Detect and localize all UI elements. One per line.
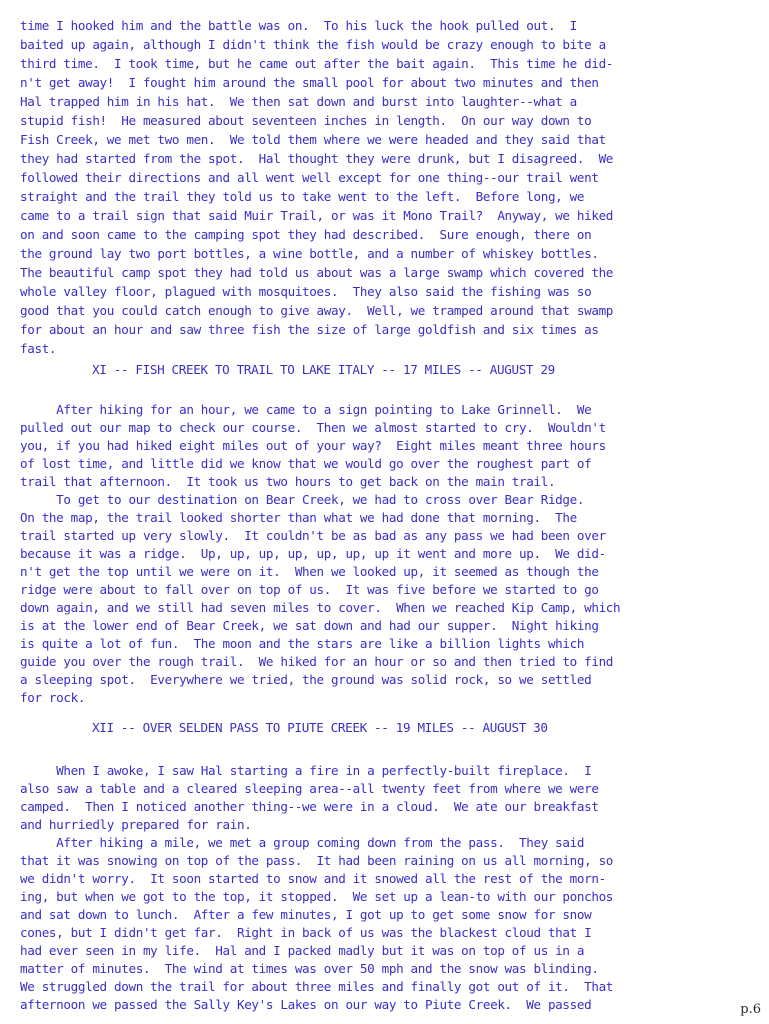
text-line: On the map, the trail looked shorter than what we had done that morning. The <box>20 510 577 525</box>
text-line: on and soon came to the camping spot they had described. Sure enough, there on <box>20 227 592 242</box>
text-line: because it was a ridge. Up, up, up, up, up, up, up it went and more up. We did- <box>20 546 606 561</box>
text-line: We struggled down the trail for about three miles and finally got out of it. That <box>20 979 614 994</box>
text-line: guide you over the rough trail. We hiked for an hour or so and then tried to find <box>20 654 614 669</box>
text-line: pulled out our map to check our course. Then we almost started to cry. Wouldn't <box>20 420 606 435</box>
text-line: The beautiful camp spot they had told us about was a large swamp which covered the <box>20 265 614 280</box>
text-line: afternoon we passed the Sally Key's Lakes on our way to Piute Creek. We passed <box>20 997 592 1012</box>
text-line: is quite a lot of fun. The moon and the stars are like a billion lights which <box>20 636 585 651</box>
text-line: they had started from the spot. Hal thought they were drunk, but I disagreed. We <box>20 151 614 166</box>
text-line: ridge were about to fall over on top of us. It was five before we started to go <box>20 582 599 597</box>
text-line: Hal trapped him in his hat. We then sat down and burst into laughter--what a <box>20 94 577 109</box>
text-line: is at the lower end of Bear Creek, we sat down and had our supper. Night hiking <box>20 618 599 633</box>
text-line: When I awoke, I saw Hal starting a fire in a perfectly-built fireplace. I <box>20 763 592 778</box>
text-line: that it was snowing on top of the pass. It had been raining on us all morning, so <box>20 853 614 868</box>
text-line: trail started up very slowly. It couldn't be as bad as any pass we had been over <box>20 528 606 543</box>
text-line: ing, but when we got to the top, it stopped. We set up a lean-to with our ponchos <box>20 889 614 904</box>
text-line: baited up again, although I didn't think the fish would be crazy enough to bite a <box>20 37 606 52</box>
text-line: After hiking for an hour, we came to a sign pointing to Lake Grinnell. We <box>20 402 592 417</box>
text-line: trail that afternoon. It took us two hours to get back on the main trail. <box>20 474 556 489</box>
text-line: had ever seen in my life. Hal and I packed madly but it was on top of us in a <box>20 943 585 958</box>
text-line: you, if you had hiked eight miles out of your way? Eight miles meant three hours <box>20 438 606 453</box>
section-heading-xi: XI -- FISH CREEK TO TRAIL TO LAKE ITALY -- 17 MILES -- AUGUST 29 <box>92 362 555 377</box>
text-line: fast. <box>20 341 57 356</box>
page-number: p.6 <box>740 1002 761 1018</box>
text-line: third time. I took time, but he came out after the bait again. This time he did- <box>20 56 614 71</box>
text-line: good that you could catch enough to give away. Well, we tramped around that swamp <box>20 303 614 318</box>
text-line: straight and the trail they told us to take went to the left. Before long, we <box>20 189 585 204</box>
text-line: To get to our destination on Bear Creek, we had to cross over Bear Ridge. <box>20 492 585 507</box>
text-line: for about an hour and saw three fish the size of large goldfish and six times as <box>20 322 599 337</box>
text-line: matter of minutes. The wind at times was over 50 mph and the snow was blinding. <box>20 961 599 976</box>
text-line: time I hooked him and the battle was on. To his luck the hook pulled out. I <box>20 18 577 33</box>
text-line: n't get away! I fought him around the small pool for about two minutes and then <box>20 75 599 90</box>
text-line: we didn't worry. It soon started to snow and it snowed all the rest of the morn- <box>20 871 606 886</box>
text-line: Fish Creek, we met two men. We told them where we were headed and they said that <box>20 132 606 147</box>
text-line: the ground lay two port bottles, a wine bottle, and a number of whiskey bottles. <box>20 246 599 261</box>
text-line: and hurriedly prepared for rain. <box>20 817 252 832</box>
text-line: camped. Then I noticed another thing--we were in a cloud. We ate our breakfast <box>20 799 599 814</box>
text-line: n't get the top until we were on it. When we looked up, it seemed as though the <box>20 564 599 579</box>
text-line: came to a trail sign that said Muir Trail, or was it Mono Trail? Anyway, we hiked <box>20 208 614 223</box>
section-heading-xii: XII -- OVER SELDEN PASS TO PIUTE CREEK -- 19 MILES -- AUGUST 30 <box>92 720 548 735</box>
text-line: a sleeping spot. Everywhere we tried, the ground was solid rock, so we settled <box>20 672 592 687</box>
text-line: whole valley floor, plagued with mosquitoes. They also said the fishing was so <box>20 284 592 299</box>
text-line: down again, and we still had seven miles to cover. When we reached Kip Camp, which <box>20 600 621 615</box>
text-line: and sat down to lunch. After a few minutes, I got up to get some snow for snow <box>20 907 592 922</box>
text-line: stupid fish! He measured about seventeen inches in length. On our way down to <box>20 113 592 128</box>
text-line: followed their directions and all went well except for one thing--our trail went <box>20 170 599 185</box>
text-line: of lost time, and little did we know that we would go over the roughest part of <box>20 456 592 471</box>
text-line: cones, but I didn't get far. Right in back of us was the blackest cloud that I <box>20 925 592 940</box>
text-line: After hiking a mile, we met a group coming down from the pass. They said <box>20 835 585 850</box>
text-line: for rock. <box>20 690 86 705</box>
text-line: also saw a table and a cleared sleeping area--all twenty feet from where we were <box>20 781 599 796</box>
